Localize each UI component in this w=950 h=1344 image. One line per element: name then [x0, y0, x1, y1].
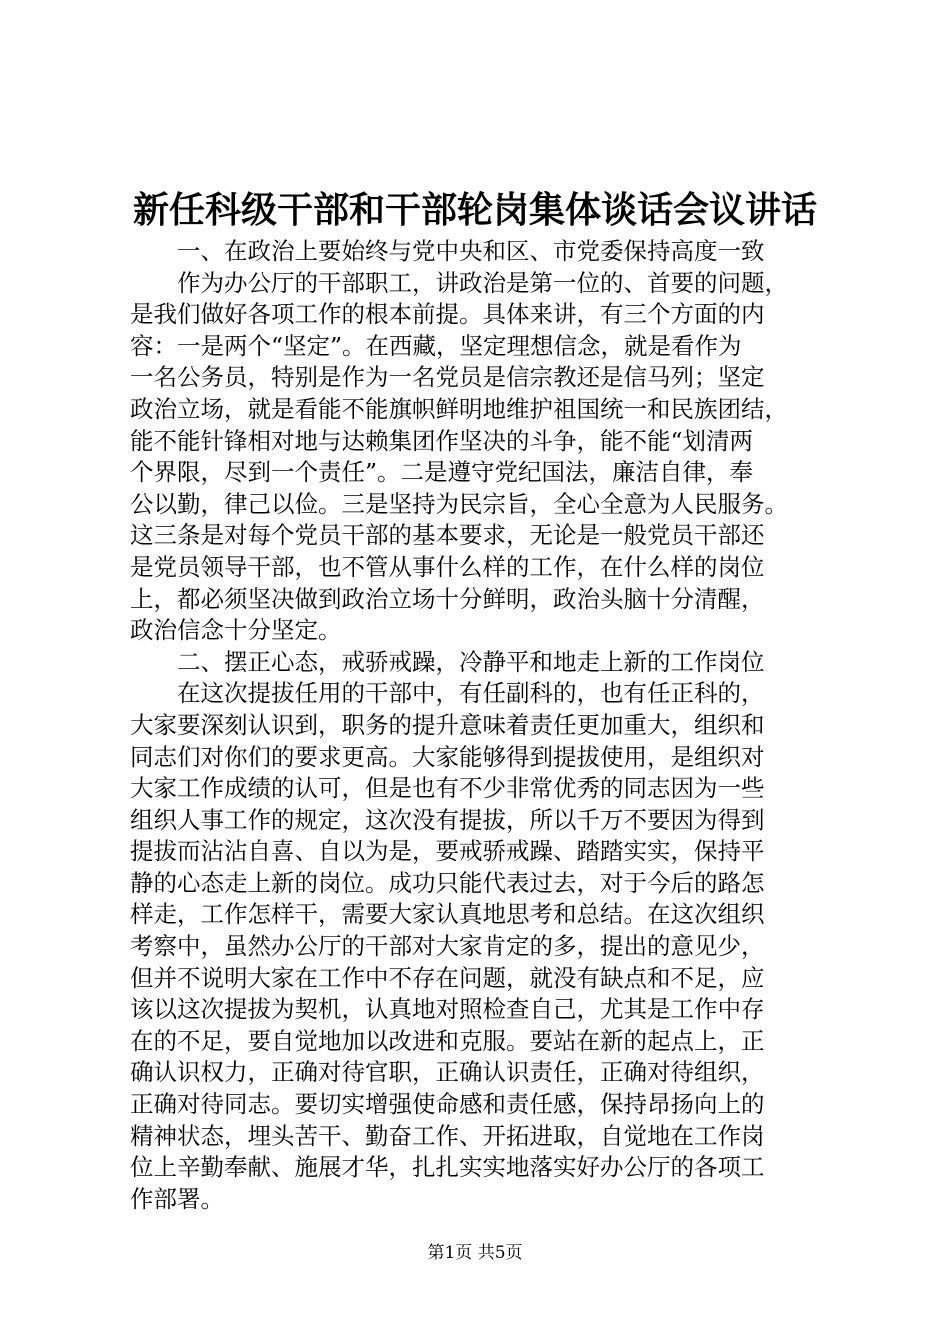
paragraph-line: 但并不说明大家在工作中不存在问题，就没有缺点和不足，应 — [130, 963, 765, 992]
document-body — [130, 236, 830, 1215]
paragraph-line: 容：一是两个“坚定”。在西藏，坚定理想信念，就是看作为 — [130, 331, 742, 360]
paragraph-line: 作为办公厅的干部职工，讲政治是第一位的、首要的问题， — [177, 268, 788, 297]
paragraph-line: 位上辛勤奉献、施展才华，扎扎实实地落实好办公厅的各项工 — [130, 1153, 765, 1182]
section-heading-2: 二、摆正心态，戒骄戒躁，冷静平和地走上新的工作岗位 — [177, 647, 765, 676]
paragraph-line: 提拔而沾沾自喜、自以为是，要戒骄戒躁、踏踏实实，保持平 — [130, 837, 765, 866]
document-title: 新任科级干部和干部轮岗集体谈话会议讲话 — [132, 189, 817, 231]
paragraph-line: 一名公务员，特别是作为一名党员是信宗教还是信马列；坚定 — [130, 363, 765, 392]
paragraph-line: 上，都必须坚决做到政治立场十分鲜明，政治头脑十分清醒， — [130, 584, 765, 613]
paragraph-line: 这三条是对每个党员干部的基本要求，无论是一般党员干部还 — [130, 521, 765, 550]
paragraph-line: 同志们对你们的要求更高。大家能够得到提拔使用，是组织对 — [130, 742, 765, 771]
paragraph-line: 个界限，尽到一个责任”。二是遵守党纪国法，廉洁自律，奉 — [130, 458, 754, 487]
section-heading-1: 一、在政治上要始终与党中央和区、市党委保持高度一致 — [177, 237, 765, 265]
paragraph-line: 政治立场，就是看能不能旗帜鲜明地维护祖国统一和民族团结， — [130, 394, 788, 423]
paragraph-line: 在的不足，要自觉地加以改进和克服。要站在新的起点上，正 — [130, 1026, 765, 1055]
paragraph-line: 在这次提拔任用的干部中，有任副科的，也有任正科的， — [177, 679, 765, 708]
paragraph-line: 是我们做好各项工作的根本前提。具体来讲，有三个方面的内 — [130, 300, 765, 329]
paragraph-line: 精神状态，埋头苦干、勤奋工作、开拓进取，自觉地在工作岗 — [130, 1121, 765, 1150]
paragraph-line: 公以勤，律己以俭。三是坚持为民宗旨，全心全意为人民服务。 — [130, 489, 788, 518]
paragraph-line: 组织人事工作的规定，这次没有提拔，所以千万不要因为得到 — [130, 805, 765, 834]
paragraph-line: 大家要深刻认识到，职务的提升意味着责任更加重大，组织和 — [130, 710, 765, 739]
paragraph-line: 样走，工作怎样干，需要大家认真地思考和总结。在这次组织 — [130, 900, 765, 929]
paragraph-line: 该以这次提拔为契机，认真地对照检查自己，尤其是工作中存 — [130, 995, 765, 1024]
paragraph-line: 考察中，虽然办公厅的干部对大家肯定的多，提出的意见少， — [130, 932, 765, 961]
paragraph-line: 静的心态走上新的岗位。成功只能代表过去，对于今后的路怎 — [130, 868, 765, 897]
paragraph-line: 能不能针锋相对地与达赖集团作坚决的斗争，能不能“划清两 — [130, 426, 754, 455]
paragraph-line: 大家工作成绩的认可，但是也有不少非常优秀的同志因为一些 — [130, 774, 765, 803]
paragraph-line: 正确对待同志。要切实增强使命感和责任感，保持昂扬向上的 — [130, 1090, 765, 1119]
paragraph-line: 确认识权力，正确对待官职，正确认识责任，正确对待组织， — [130, 1058, 765, 1087]
paragraph-line: 作部署。 — [130, 1184, 224, 1213]
page-number-footer: 第1页 共5页 — [427, 1243, 523, 1263]
paragraph-line: 政治信念十分坚定。 — [130, 616, 342, 645]
paragraph-line: 是党员领导干部，也不管从事什么样的工作，在什么样的岗位 — [130, 552, 765, 581]
